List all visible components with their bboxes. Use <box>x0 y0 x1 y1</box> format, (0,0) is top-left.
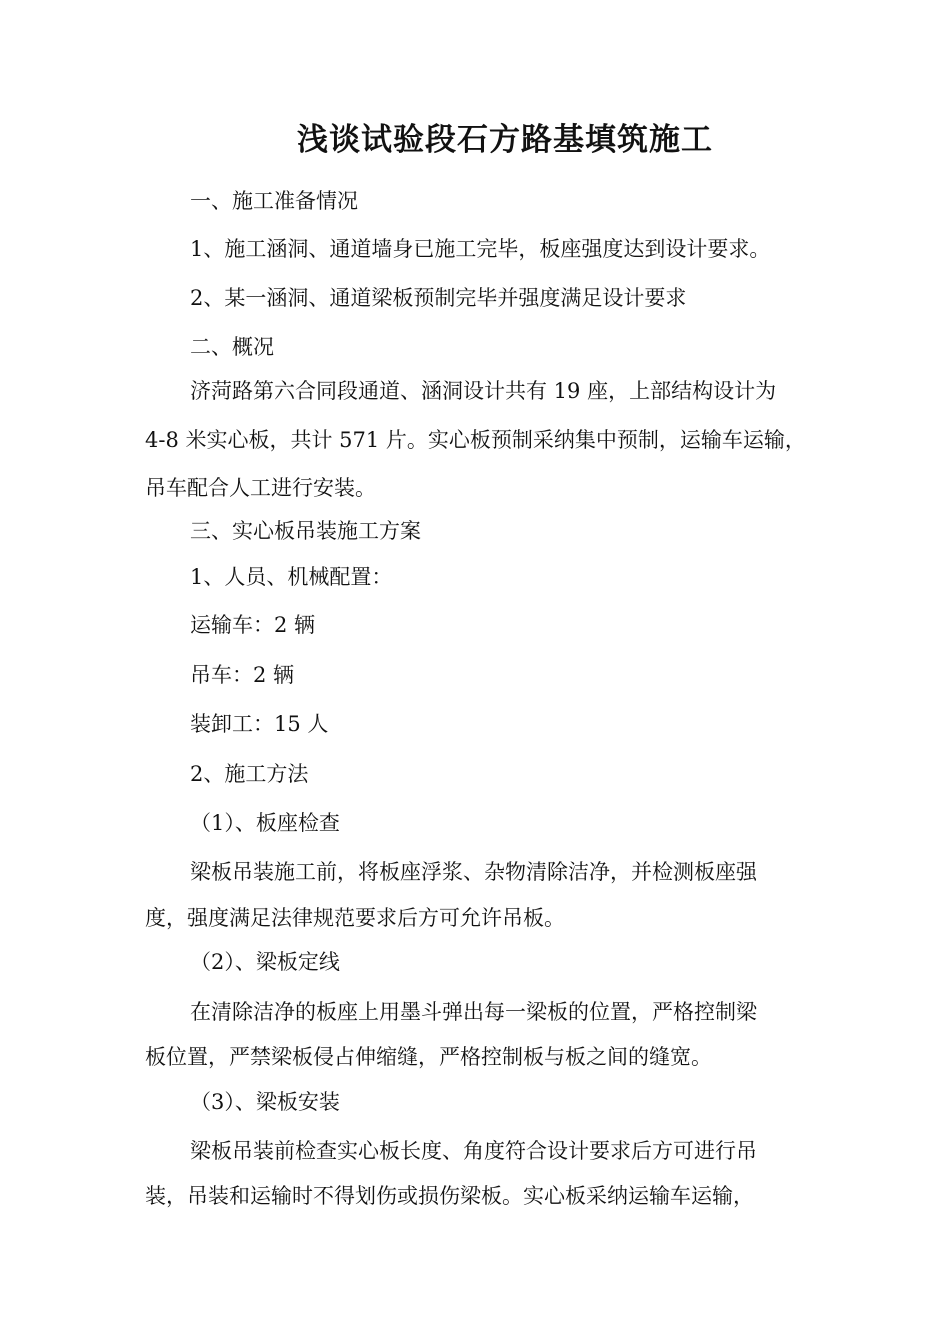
section-heading-3: 三、实心板吊装施工方案 <box>190 519 421 543</box>
section-heading-1: 一、施工准备情况 <box>190 189 358 213</box>
paragraph-line: 1、施工涵洞、通道墙身已施工完毕，板座强度达到设计要求。 <box>190 237 771 261</box>
paragraph-line: 4-8 米实心板，共计 571 片。实心板预制采纳集中预制，运输车运输， <box>145 428 806 452</box>
paragraph-line: 运输车：2 辆 <box>190 613 316 637</box>
section-heading-2: 二、概况 <box>190 335 274 359</box>
paragraph-line: 1、人员、机械配置： <box>190 565 393 589</box>
paragraph-line: 在清除洁净的板座上用墨斗弹出每一梁板的位置，严格控制梁 <box>190 1000 757 1024</box>
paragraph-line: 济菏路第六合同段通道、涵洞设计共有 19 座，上部结构设计为 <box>190 379 777 403</box>
paragraph-line: 2、某一涵洞、通道梁板预制完毕并强度满足设计要求 <box>190 286 687 310</box>
paragraph-line: 板位置，严禁梁板侵占伸缩缝，严格控制板与板之间的缝宽。 <box>145 1045 712 1069</box>
paragraph-line: 装，吊装和运输时不得划伤或损伤梁板。实心板采纳运输车运输， <box>145 1184 754 1208</box>
paragraph-line: 吊车：2 辆 <box>190 663 295 687</box>
paragraph-line: 度，强度满足法律规范要求后方可允许吊板。 <box>145 906 565 930</box>
paragraph-line: 2、施工方法 <box>190 762 309 786</box>
paragraph-line: 梁板吊装施工前，将板座浮浆、杂物清除洁净，并检测板座强 <box>190 860 757 884</box>
paragraph-line: 装卸工：15 人 <box>190 712 329 736</box>
subsection-heading: （2）、梁板定线 <box>190 950 340 974</box>
paragraph-line: 梁板吊装前检查实心板长度、角度符合设计要求后方可进行吊 <box>190 1139 757 1163</box>
document-title: 浅谈试验段石方路基填筑施工 <box>297 122 713 158</box>
subsection-heading: （1）、板座检查 <box>190 811 340 835</box>
subsection-heading: （3）、梁板安装 <box>190 1090 340 1114</box>
paragraph-line: 吊车配合人工进行安装。 <box>145 476 376 500</box>
